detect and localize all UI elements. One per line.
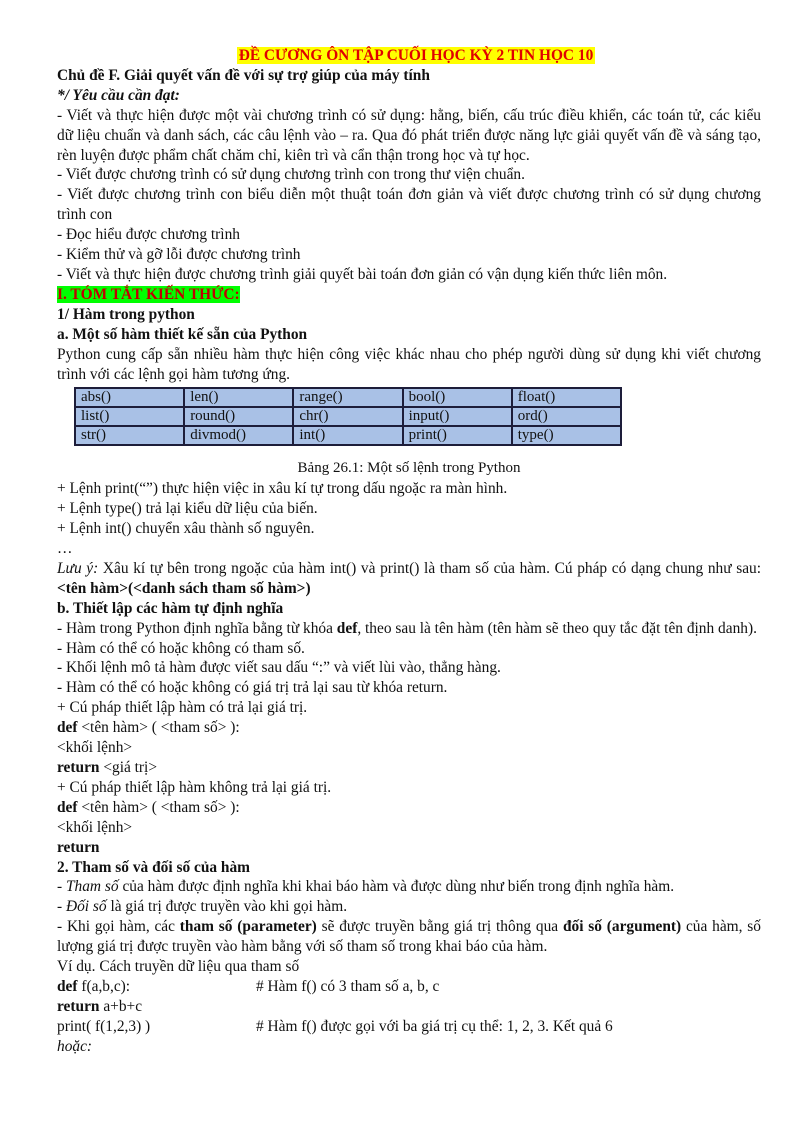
table-cell: str() [75, 426, 184, 445]
or-label: hoặc: [57, 1037, 93, 1055]
subsection-1-heading: 1/ Hàm trong python [57, 305, 195, 323]
document-page [57, 46, 761, 1057]
requirement-2: - Viết được chương trình có sử dụng chương trình con trong thư viện chuẩn. [57, 166, 525, 184]
table-cell: abs() [75, 388, 184, 407]
argument-definition: - Đối số là giá trị được truyền vào khi gọi hàm. [57, 898, 348, 916]
syntax-with-return-heading: + Cú pháp thiết lập hàm có trả lại giá trị. [57, 699, 308, 717]
table-cell: divmod() [184, 426, 293, 445]
table-cell: print() [403, 426, 512, 445]
table-cell: chr() [293, 407, 402, 426]
code-block-line: <khối lệnh> [57, 739, 133, 757]
code-block-line-2: <khối lệnh> [57, 818, 133, 836]
table-cell: int() [293, 426, 402, 445]
table-cell: ord() [512, 407, 621, 426]
table-caption: Bảng 26.1: Một số lệnh trong Python [297, 460, 521, 477]
table-cell: input() [403, 407, 512, 426]
example-code-3: print( f(1,2,3) ) # Hàm f() được gọi với ba giá trị cụ thể: 1, 2, 3. Kết quả 6 [57, 1017, 613, 1035]
command-note-2: + Lệnh type() trả lại kiểu dữ liệu của biến. [57, 500, 318, 518]
table-cell: range() [293, 388, 402, 407]
table-cell: type() [512, 426, 621, 445]
table-cell: float() [512, 388, 621, 407]
table-row [75, 407, 621, 426]
example-code-1: def f(a,b,c): # Hàm f() có 3 tham số a, b, c [57, 977, 440, 995]
example-code-2: return a+b+c [57, 997, 143, 1015]
code-return-line-2: return [57, 838, 100, 856]
intro-paragraph: Python cung cấp sẵn nhiều hàm thực hiện công việc khác nhau cho phép người dùng sử dụng khi viết chương trình với các lệnh gọi hàm tương ứng. [57, 345, 761, 383]
table-row [75, 388, 621, 407]
note-paragraph: Lưu ý: Xâu kí tự bên trong ngoặc của hàm int() và print() là tham số của hàm. Cú pháp có dạng chung như sau: <tên hàm>(<danh sách tham số hàm>) [57, 559, 762, 597]
section-1-heading: I. TÓM TẮT KIẾN THỨC: [57, 285, 240, 303]
table-row [75, 426, 621, 445]
passing-paragraph: - Khi gọi hàm, các tham số (parameter) sẽ được truyền bằng giá trị thông qua đối số (argument) của hàm, số lượng giá trị được truyền vào hàm bằng với số tham số trong khai báo của hàm. [57, 918, 761, 956]
syntax-no-return-heading: + Cú pháp thiết lập hàm không trả lại giá trị. [57, 778, 332, 796]
subsection-2-heading: 2. Tham số và đối số của hàm [57, 858, 250, 876]
ellipsis: … [57, 540, 73, 558]
table-cell: len() [184, 388, 293, 407]
example-heading: Ví dụ. Cách truyền dữ liệu qua tham số [57, 958, 300, 976]
table-cell: bool() [403, 388, 512, 407]
builtin-functions-table [74, 387, 622, 446]
table-cell: list() [75, 407, 184, 426]
code-def-line-2: def <tên hàm> ( <tham số> ): [57, 798, 240, 816]
table-cell: round() [184, 407, 293, 426]
subsection-1b-heading: b. Thiết lập các hàm tự định nghĩa [57, 599, 284, 617]
requirement-5: - Kiểm thử và gỡ lỗi được chương trình [57, 246, 301, 264]
code-def-line: def <tên hàm> ( <tham số> ): [57, 719, 240, 737]
bullet-return: - Hàm có thể có hoặc không có giá trị trả lại sau từ khóa return. [57, 679, 448, 697]
bullet-block: - Khối lệnh mô tả hàm được viết sau dấu “:” và viết lùi vào, thẳng hàng. [57, 659, 501, 677]
def-paragraph: - Hàm trong Python định nghĩa bằng từ khóa def, theo sau là tên hàm (tên hàm sẽ theo quy tắc đặt tên định danh). [57, 619, 757, 637]
command-note-1: + Lệnh print(“”) thực hiện việc in xâu kí tự trong dấu ngoặc ra màn hình. [57, 480, 508, 498]
requirements-heading: */ Yêu cầu cần đạt: [57, 86, 180, 104]
command-note-3: + Lệnh int() chuyển xâu thành số nguyên. [57, 520, 315, 538]
requirement-1: - Viết và thực hiện được một vài chương trình có sử dụng: hằng, biến, cấu trúc điều khiển, các toán tử, các kiểu dữ liệu chuẩn và danh sách, các câu lệnh vào – ra. Qua đó phát triển được năng lực giải quyết vấn đề và sáng tạo, rèn luyện được phẩm chất chăm chỉ, kiên trì và cẩn thận trong học và tự học. [57, 106, 761, 164]
document-title: ĐỀ CƯƠNG ÔN TẬP CUỐI HỌC KỲ 2 TIN HỌC 10 [238, 47, 594, 64]
note-syntax: <tên hàm>(<danh sách tham số hàm>) [57, 579, 311, 597]
code-return-line: return <giá trị> [57, 759, 158, 776]
requirement-4: - Đọc hiểu được chương trình [57, 226, 240, 244]
note-label: Lưu ý: [57, 559, 99, 577]
requirement-3: - Viết được chương trình con biểu diễn một thuật toán đơn giản và viết được chương trình có sử dụng chương trình con [57, 186, 761, 224]
subsection-1a-heading: a. Một số hàm thiết kế sẵn của Python [57, 325, 308, 343]
bullet-params: - Hàm có thể có hoặc không có tham số. [57, 639, 305, 657]
param-definition: - Tham số của hàm được định nghĩa khi khai báo hàm và được dùng như biến trong định nghĩa hàm. [57, 878, 675, 896]
topic-heading: Chủ đề F. Giải quyết vấn đề với sự trợ giúp của máy tính [57, 66, 430, 84]
requirement-6: - Viết và thực hiện được chương trình giải quyết bài toán đơn giản có vận dụng kiến thức liên môn. [57, 265, 668, 283]
